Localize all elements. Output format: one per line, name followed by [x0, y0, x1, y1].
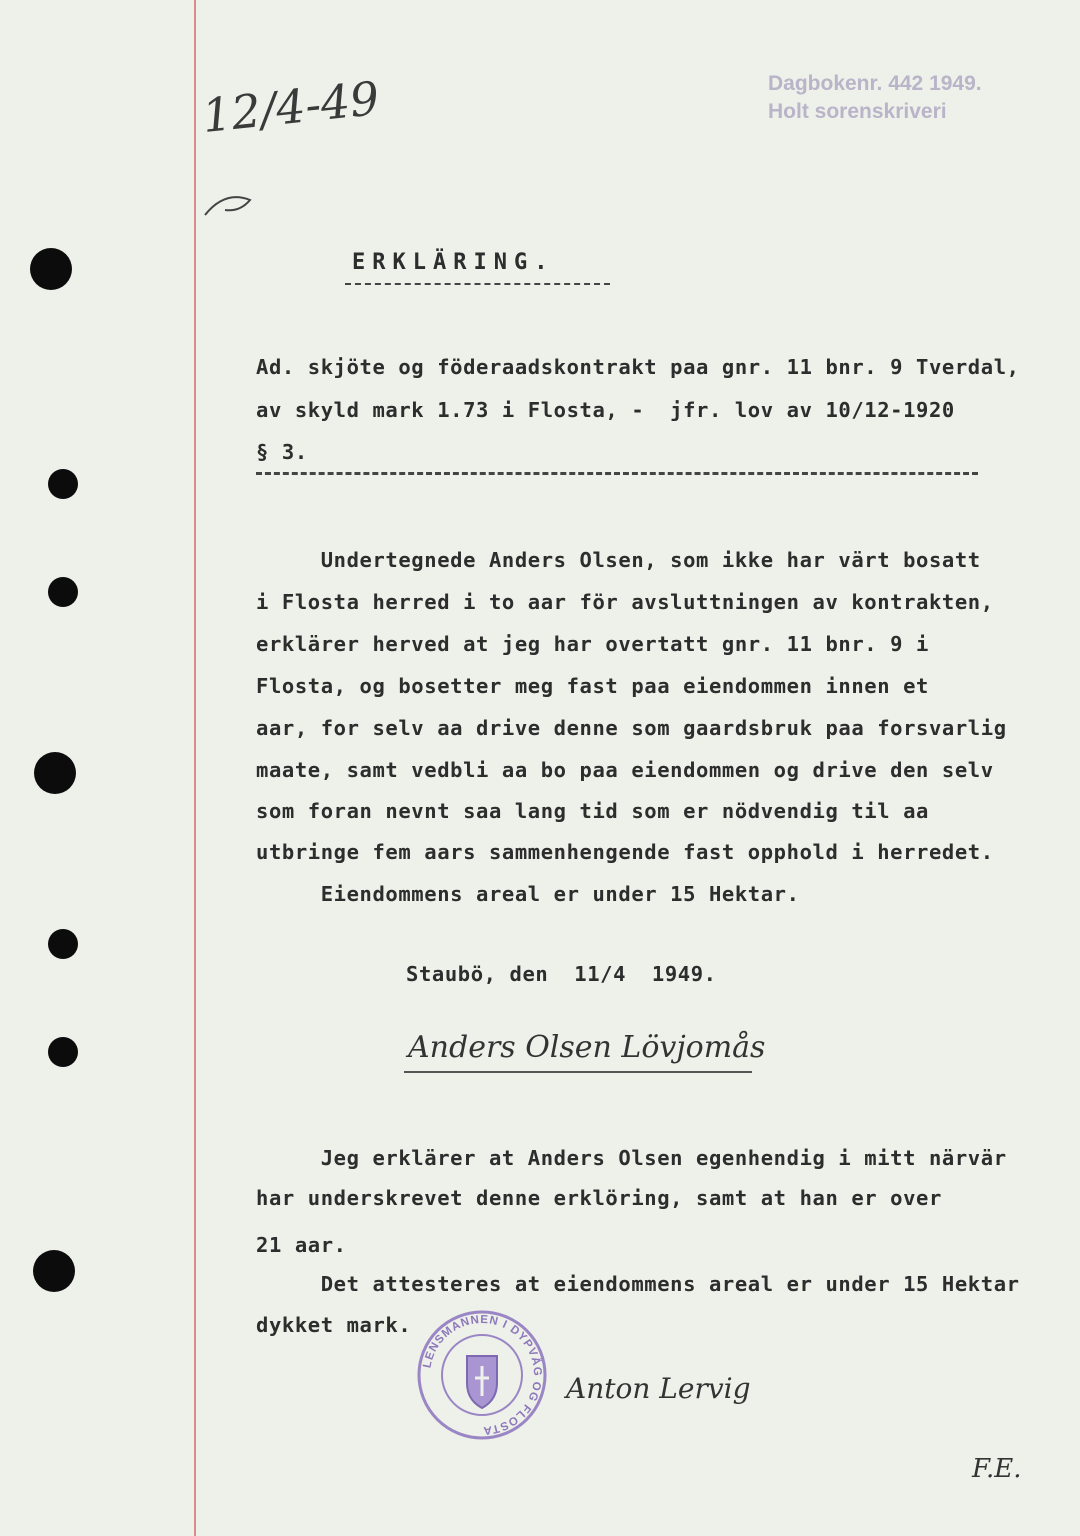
punch-hole [48, 577, 78, 607]
body-line: aar, for selv aa drive denne som gaardsbruk paa forsvarlig [256, 716, 1007, 740]
signature-underline [404, 1071, 752, 1073]
punch-hole [34, 752, 76, 794]
document-title: ERKLÄRING. [352, 250, 555, 275]
signature-attestor: Anton Lervig [566, 1372, 751, 1405]
attest-line: Jeg erklärer at Anders Olsen egenhendig i mitt närvär [256, 1146, 1007, 1170]
body-line: Undertegnede Anders Olsen, som ikke har värt bosatt [256, 548, 981, 572]
attest-line: har underskrevet denne erklöring, samt at han er over [256, 1186, 942, 1210]
body-line: som foran nevnt saa lang tid som er nödvendig til aa [256, 799, 929, 823]
header-line: Ad. skjöte og föderaadskontrakt paa gnr. 11 bnr. 9 Tverdal, [256, 355, 1020, 379]
registry-stamp-line2: Holt sorenskriveri [768, 100, 947, 123]
signature-anders-olsen: Anders Olsen Lövjomås [408, 1030, 766, 1065]
initials: F.E. [972, 1454, 1022, 1484]
body-line: erklärer herved at jeg har overtatt gnr. 11 bnr. 9 i [256, 632, 929, 656]
punch-hole [33, 1250, 75, 1292]
punch-hole [48, 929, 78, 959]
punch-hole [48, 469, 78, 499]
handwritten-stroke [195, 170, 285, 230]
registry-stamp-line1: Dagbokenr. 442 1949. [768, 72, 982, 95]
body-line: utbringe fem aars sammenhengende fast opphold i herredet. [256, 840, 994, 864]
seal-text: LENSMANNEN I DYPVÅG OG FLOSTA [421, 1313, 544, 1437]
header-line: av skyld mark 1.73 i Flosta, - jfr. lov av 10/12-1920 [256, 398, 955, 422]
header-line: § 3. [256, 440, 308, 464]
header-separator [256, 472, 978, 475]
body-line: maate, samt vedbli aa bo paa eiendommen og drive den selv [256, 758, 994, 782]
body-line: Flosta, og bosetter meg fast paa eiendommen innen et [256, 674, 929, 698]
punch-hole [48, 1037, 78, 1067]
attest-line: 21 aar. [256, 1233, 347, 1257]
attest-line: Det attesteres at eiendommens areal er under 15 Hektar [256, 1272, 1020, 1296]
attest-line: dykket mark. [256, 1313, 412, 1337]
punch-hole [30, 248, 72, 290]
margin-line [194, 0, 196, 1536]
handwritten-date: 12/4-49 [199, 70, 382, 144]
body-line: Eiendommens areal er under 15 Hektar. [256, 882, 800, 906]
title-underline [345, 283, 610, 285]
body-line: i Flosta herred i to aar för avsluttningen av kontrakten, [256, 590, 994, 614]
date-line: Staubö, den 11/4 1949. [406, 962, 717, 986]
official-seal [415, 1308, 549, 1442]
